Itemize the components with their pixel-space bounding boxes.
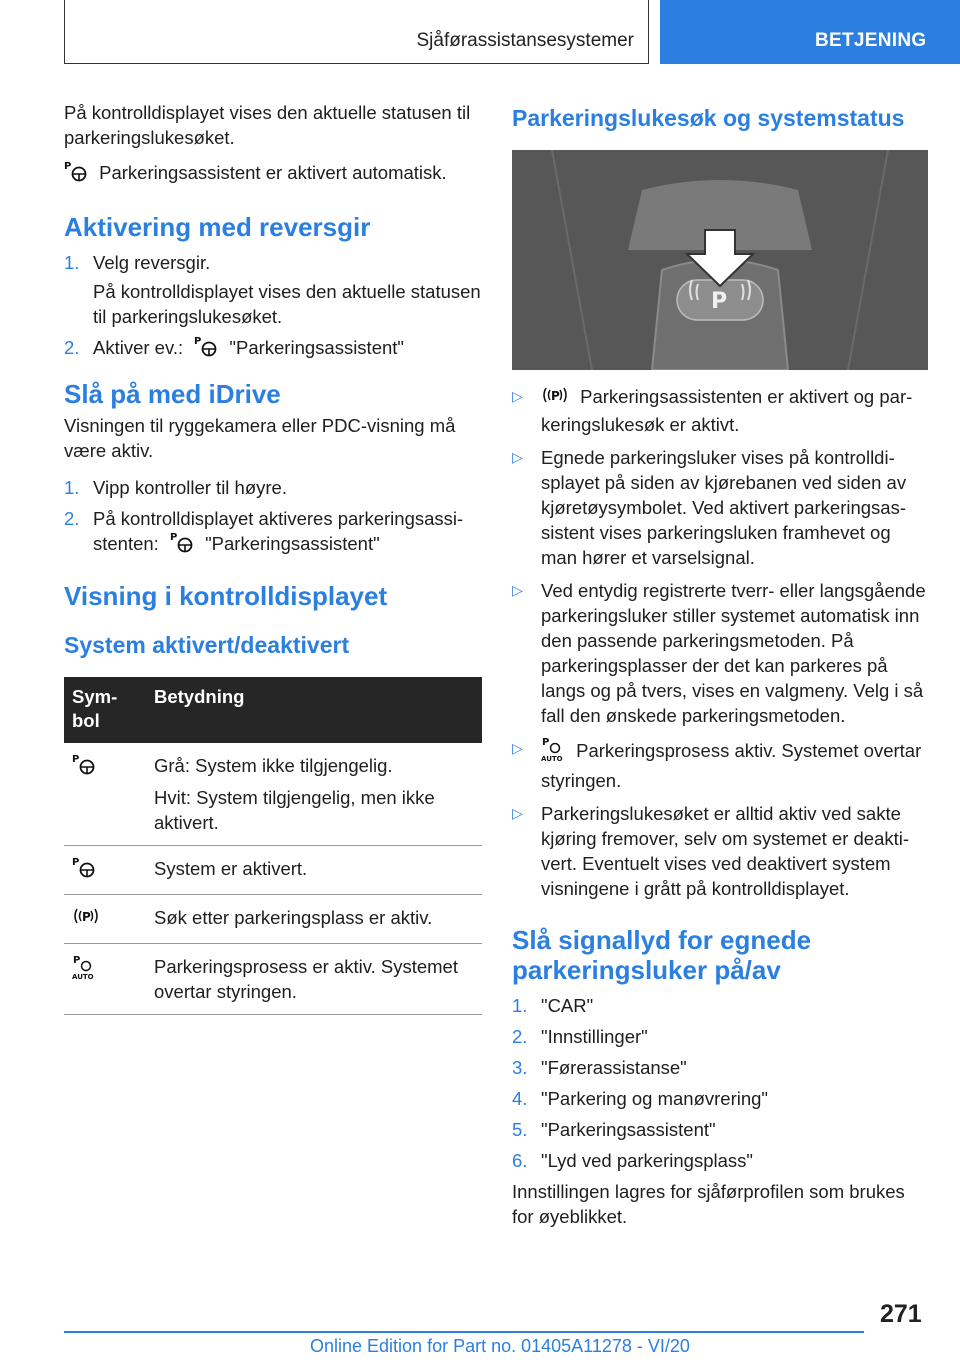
table-row (64, 944, 482, 1015)
step-text: Velg reversgir. (93, 252, 211, 274)
list-item (512, 445, 930, 570)
step-number: 2. (512, 1026, 528, 1048)
edition-text: Online Edition for Part no. 01405A11278 - VI/20 (310, 1336, 690, 1356)
table-row (64, 743, 482, 846)
reverse-steps (64, 250, 482, 363)
svg-text:P: P (169, 532, 178, 544)
step-number: 1. (64, 477, 80, 499)
list-item (512, 736, 930, 793)
parking-search-icon (72, 910, 100, 931)
left-column (64, 100, 482, 1015)
auto-note-text: Parkeringsassistent er aktivert automatisk. (99, 162, 447, 183)
bullet-text: Parkeringsassistenten er aktivert og parkeringslukesøk er aktivt. (541, 386, 913, 436)
list-item (64, 506, 482, 559)
bullet-triangle-icon: ▷ (512, 805, 523, 822)
table-row (64, 846, 482, 895)
bullet-triangle-icon: ▷ (512, 449, 523, 466)
header-section-box (64, 0, 649, 64)
table-header-meaning: Betydning (146, 677, 482, 743)
table-cell-meaning (146, 743, 482, 846)
list-item (512, 384, 930, 437)
svg-text:P: P (72, 857, 80, 869)
bullet-triangle-icon: ▷ (512, 388, 523, 404)
car-top-view-graphic (512, 150, 928, 370)
meaning-line: Søk etter parkeringsplass er aktiv. (154, 907, 433, 929)
parking-assist-icon (72, 754, 96, 779)
heading-idrive: Slå på med iDrive (64, 379, 281, 410)
heading-reverse: Aktivering med reversgir (64, 212, 371, 243)
list-item (64, 250, 482, 329)
heading-display: Visning i kontrolldisplayet (64, 581, 388, 612)
meaning-line: Parkeringsprosess er aktiv. Systemet overtar styringen. (154, 956, 458, 1003)
parking-auto-icon (72, 955, 96, 984)
idrive-steps (64, 475, 482, 559)
bullet-text: Parkeringslukesøket er alltid aktiv ved sakte kjøring fremover, selv om systemet er deaktivert. Eventuelt vises ved deaktivert system visningene i grått på kontrolldisplayet. (541, 803, 910, 900)
svg-text:AUTO: AUTO (72, 973, 94, 981)
step-number: 4. (512, 1088, 528, 1110)
parking-auto-icon (541, 736, 565, 768)
step-text: Aktiver ev.: (93, 337, 184, 359)
step-number: 5. (512, 1119, 528, 1141)
signal-steps (512, 993, 930, 1173)
svg-text:AUTO: AUTO (541, 755, 563, 763)
table-header-symbol: Symbol (64, 677, 146, 743)
step-number: 6. (512, 1150, 528, 1172)
list-item (512, 578, 930, 728)
meaning-line: Grå: System ikke tilgjengelig. (154, 755, 393, 777)
svg-text:P: P (194, 336, 202, 348)
step-text-menu: "Parkeringsassistent" (205, 533, 380, 555)
step-text: "Lyd ved parkeringsplass" (541, 1150, 753, 1172)
table-cell-symbol (64, 895, 146, 944)
list-item (512, 1148, 930, 1173)
footer-divider (64, 1331, 864, 1333)
heading-system: System aktivert/deaktivert (64, 632, 350, 659)
list-item (512, 1055, 930, 1080)
svg-text:P: P (64, 161, 72, 173)
parking-assist-icon (64, 160, 88, 188)
list-item (512, 993, 930, 1018)
step-text: "Parkeringsassistent" (541, 1119, 716, 1141)
symbol-table (64, 677, 482, 1015)
parking-assist-icon (194, 335, 218, 363)
step-text-menu: "Parkeringsassistent" (229, 337, 404, 359)
svg-text:P: P (72, 754, 80, 766)
auto-note (64, 160, 482, 188)
meaning-line: System er aktivert. (154, 858, 308, 880)
step-number: 1. (512, 995, 528, 1017)
parking-search-icon (541, 384, 569, 412)
svg-text:P: P (542, 737, 550, 749)
right-column (512, 100, 930, 1229)
step-text: "Innstillinger" (541, 1026, 648, 1048)
header-chapter-box (660, 0, 960, 64)
svg-text:P: P (551, 389, 560, 404)
step-number: 1. (64, 252, 80, 274)
step-text: Vipp kontroller til høyre. (93, 477, 287, 499)
chapter-title: BETJENING (815, 30, 927, 51)
bullet-text: Ved entydig registrerte tverr- eller langsgående parkeringsluker stiller systemet automatisk inn den passende parkeringsmetoden. På parkeringsplasser der det kan parkeres på langs og på tvers, vises en valgmeny. Velg i så fall den ønskede parkeringsmetoden. (541, 580, 926, 727)
table-header-row (64, 677, 482, 743)
meaning-line: Hvit: System tilgjengelig, men ikke aktivert. (154, 787, 435, 834)
heading-signal: Slå signallyd for egnede parkeringsluker på/av (512, 925, 812, 986)
list-item (64, 475, 482, 500)
parking-assist-icon (170, 531, 194, 559)
step-subtext: På kontrolldisplayet vises den aktuelle statusen til parkeringslukesøket. (93, 281, 481, 328)
list-item (512, 1024, 930, 1049)
footer-edition (310, 1336, 690, 1357)
bullet-triangle-icon: ▷ (512, 582, 523, 599)
bullet-text: Egnede parkeringsluker vises på kontrolldisplayet på siden av kjørebanen ved siden av kjøretøysymbolet. Ved aktivert parkeringsassistent vises parkeringsluken framhevet og man hører et varselsignal. (541, 447, 907, 569)
table-cell-symbol (64, 846, 146, 895)
step-text: På kontrolldisplayet aktiveres parkeringsassistenten: (93, 508, 464, 555)
list-item (512, 1086, 930, 1111)
table-cell-meaning (146, 944, 482, 1015)
page-number: 271 (880, 1300, 922, 1328)
status-bullets (512, 384, 930, 901)
table-cell-meaning (146, 846, 482, 895)
table-row (64, 895, 482, 944)
list-item (512, 801, 930, 901)
svg-text:P: P (73, 955, 81, 967)
step-text: "Førerassistanse" (541, 1057, 687, 1079)
list-item (64, 335, 482, 363)
section-title: Sjåførassistansesystemer (416, 30, 634, 51)
step-text: "CAR" (541, 995, 594, 1017)
step-number: 2. (64, 337, 80, 359)
list-item (512, 1117, 930, 1142)
parking-display-illustration (512, 150, 928, 370)
bullet-text: Parkeringsprosess aktiv. Systemet overtar styringen. (541, 740, 922, 792)
idrive-intro: Visningen til ryggekamera eller PDC-visning må være aktiv. (64, 415, 456, 462)
step-text: "Parkering og manøvrering" (541, 1088, 769, 1110)
step-number: 3. (512, 1057, 528, 1079)
svg-text:P: P (711, 289, 728, 314)
table-cell-meaning (146, 895, 482, 944)
table-cell-symbol (64, 944, 146, 1015)
svg-text:P: P (82, 910, 91, 925)
bullet-triangle-icon: ▷ (512, 740, 523, 757)
step-number: 2. (64, 508, 80, 530)
intro-text: På kontrolldisplayet vises den aktuelle statusen til parkeringslukesøket. (64, 102, 471, 148)
heading-search-status: Parkeringslukesøk og systemstatus (512, 105, 905, 131)
table-cell-symbol (64, 743, 146, 846)
outro-text: Innstillingen lagres for sjåførprofilen som brukes for øyeblikket. (512, 1181, 905, 1228)
parking-assist-active-icon (72, 857, 96, 882)
